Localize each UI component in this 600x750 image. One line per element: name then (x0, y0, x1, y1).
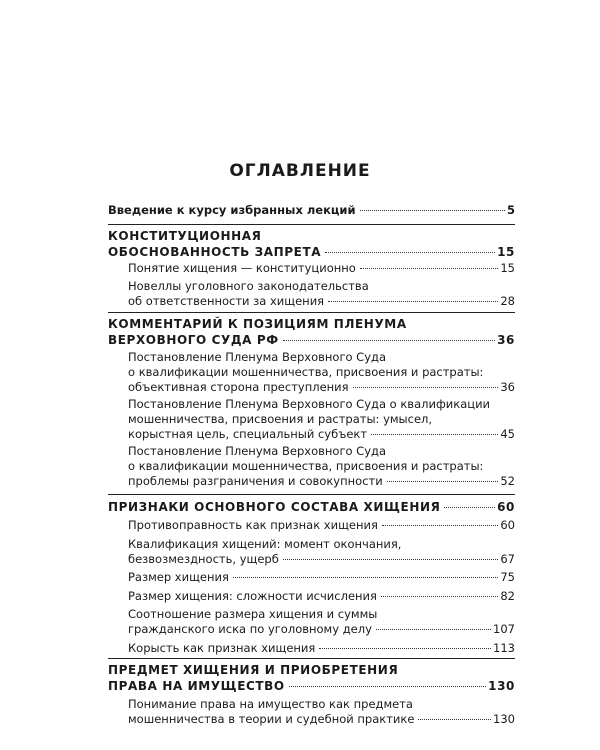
entry-page: 15 (500, 261, 515, 275)
toc-entry[interactable] (128, 607, 515, 637)
section-title-line: КОММЕНТАРИЙ К ПОЗИЦИЯМ ПЛЕНУМА (108, 317, 407, 331)
intro-page: 5 (506, 203, 515, 217)
entry-page: 60 (500, 518, 515, 532)
dot-leader (371, 434, 498, 435)
section-divider (108, 312, 515, 313)
section-title-line: ОБОСНОВАННОСТЬ ЗАПРЕТА (108, 245, 322, 259)
dot-leader (283, 340, 495, 341)
toc-entry[interactable] (128, 518, 515, 533)
entry-page: 107 (493, 622, 515, 636)
section-page: 36 (497, 333, 515, 347)
dot-leader (382, 525, 498, 526)
entry-line: мошенничества в теории и судебной практике (128, 712, 415, 726)
entry-line: Понимание права на имущество как предмета (128, 697, 413, 711)
entry-line: мошенничества, присвоения и растраты: умысел, (128, 412, 433, 426)
dot-leader (418, 719, 491, 720)
section-4-title[interactable] (108, 662, 515, 694)
dot-leader (360, 210, 505, 211)
entry-line: о квалификации мошенничества, присвоения и растраты: (128, 365, 484, 379)
section-divider (108, 224, 515, 225)
section-title-line: ВЕРХОВНОГО СУДА РФ (108, 333, 279, 347)
section-divider (108, 658, 515, 659)
dot-leader (283, 559, 499, 560)
dot-leader (444, 507, 495, 508)
dot-leader (353, 387, 499, 388)
dot-leader (328, 301, 498, 302)
section-page: 15 (497, 245, 515, 259)
entry-line: о квалификации мошенничества, присвоения и растраты: (128, 459, 484, 473)
section-page: 60 (497, 500, 515, 514)
dot-leader (376, 629, 491, 630)
entry-line: Размер хищения (128, 570, 229, 584)
toc-title: ОГЛАВЛЕНИЕ (229, 161, 371, 181)
entry-page: 130 (493, 712, 515, 726)
entry-line: Постановление Пленума Верховного Суда о квалификации (128, 397, 491, 411)
entry-page: 67 (500, 552, 515, 566)
entry-line: объективная сторона преступления (128, 380, 349, 394)
dot-leader (360, 268, 499, 269)
toc-entry[interactable] (128, 279, 515, 309)
entry-line: Размер хищения: сложности исчисления (128, 589, 377, 603)
section-title-line: КОНСТИТУЦИОННАЯ (108, 229, 262, 243)
dot-leader (289, 686, 486, 687)
entry-page: 113 (493, 641, 515, 655)
toc-entry[interactable] (128, 261, 515, 276)
entry-page: 45 (500, 427, 515, 441)
entry-line: проблемы разграничения и совокупности (128, 474, 383, 488)
toc-entry[interactable] (128, 537, 515, 567)
entry-line: Новеллы уголовного законодательства (128, 279, 369, 293)
entry-line: Соотношение размера хищения и суммы (128, 607, 378, 621)
toc-entry[interactable] (128, 350, 515, 395)
entry-line: Корысть как признак хищения (128, 641, 316, 655)
intro-text: Введение к курсу избранных лекций (108, 203, 356, 217)
dot-leader (233, 577, 498, 578)
section-page: 130 (488, 679, 515, 693)
section-3-title[interactable] (108, 499, 515, 515)
entry-line: безвозмездность, ущерб (128, 552, 279, 566)
entry-line: Понятие хищения — конституционно (128, 261, 356, 275)
toc-intro-entry[interactable] (108, 203, 515, 217)
entry-line: гражданского иска по уголовному делу (128, 622, 372, 636)
toc-entry[interactable] (128, 444, 515, 489)
section-2-title[interactable] (108, 316, 515, 348)
dot-leader (319, 648, 491, 649)
dot-leader (387, 481, 499, 482)
toc-entry[interactable] (128, 397, 515, 442)
entry-page: 82 (500, 589, 515, 603)
entry-page: 28 (500, 294, 515, 308)
section-title-line: ПРИЗНАКИ ОСНОВНОГО СОСТАВА ХИЩЕНИЯ (108, 500, 441, 514)
entry-line: корыстная цель, специальный субъект (128, 427, 368, 441)
toc-entry[interactable] (128, 589, 515, 604)
dot-leader (325, 252, 495, 253)
section-divider (108, 494, 515, 495)
entry-line: об ответственности за хищения (128, 294, 325, 308)
entry-line: Постановление Пленума Верховного Суда (128, 444, 387, 458)
toc-entry[interactable] (128, 570, 515, 585)
toc-entry[interactable] (128, 697, 515, 727)
entry-page: 52 (500, 474, 515, 488)
entry-line: Постановление Пленума Верховного Суда (128, 350, 387, 364)
section-title-line: ПРЕДМЕТ ХИЩЕНИЯ И ПРИОБРЕТЕНИЯ (108, 663, 399, 677)
entry-page: 75 (500, 570, 515, 584)
entry-line: Противоправность как признак хищения (128, 518, 378, 532)
entry-page: 36 (500, 380, 515, 394)
section-title-line: ПРАВА НА ИМУЩЕСТВО (108, 679, 285, 693)
section-1-title[interactable] (108, 228, 515, 260)
toc-entry[interactable] (128, 641, 515, 656)
dot-leader (381, 596, 498, 597)
entry-line: Квалификация хищений: момент окончания, (128, 537, 402, 551)
